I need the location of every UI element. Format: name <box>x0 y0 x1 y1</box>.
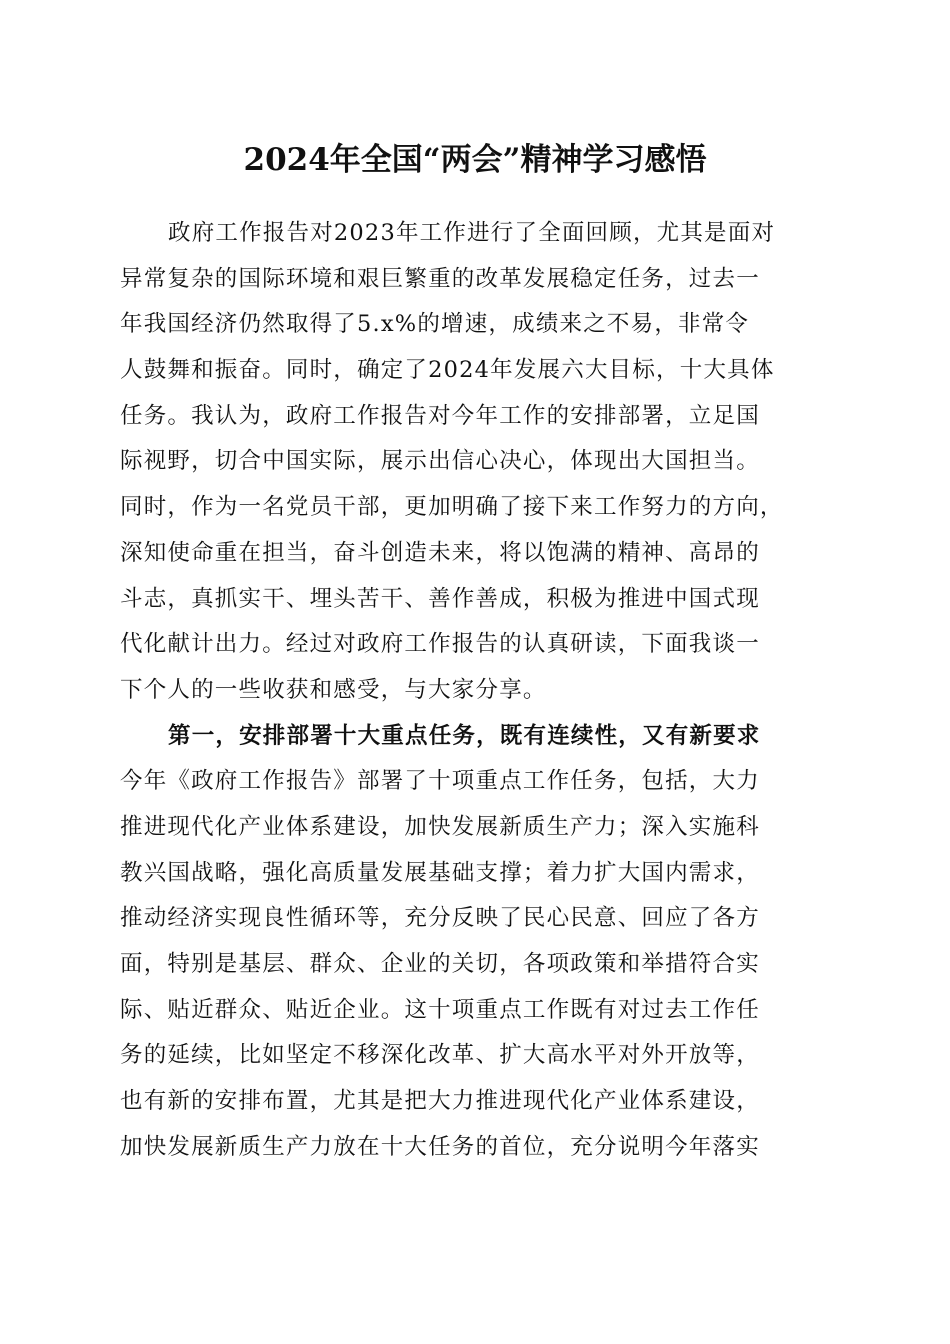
paragraph-line: 政府工作报告对2023年工作进行了全面回顾，尤其是面对 <box>168 220 776 246</box>
document-body <box>120 211 840 1170</box>
paragraph-line: 教兴国战略，强化高质量发展基础支撑；着力扩大国内需求， <box>120 859 760 886</box>
paragraph-line: 加快发展新质生产力放在十大任务的首位，充分说明今年落实 <box>120 1133 760 1160</box>
document-title: 2024年全国“两会”精神学习感悟 <box>243 142 707 178</box>
paragraph-line: 今年《政府工作报告》部署了十项重点工作任务，包括，大力 <box>120 768 760 795</box>
paragraph-line: 年我国经济仍然取得了5.x%的增速，成绩来之不易，非常令 <box>120 311 750 338</box>
paragraph-line: 也有新的安排布置，尤其是把大力推进现代化产业体系建设， <box>120 1088 760 1115</box>
paragraph-line: 任务。我认为，政府工作报告对今年工作的安排部署，立足国 <box>120 402 760 429</box>
paragraph-line: 斗志，真抓实干、埋头苦干、善作善成，积极为推进中国式现 <box>120 585 760 612</box>
paragraph-line: 同时，作为一名党员干部，更加明确了接下来工作努力的方向， <box>120 494 784 521</box>
paragraph-line: 下个人的一些收获和感受，与大家分享。 <box>120 676 547 703</box>
section-heading: 第一，安排部署十大重点任务，既有连续性，又有新要求 <box>168 722 761 749</box>
paragraph-line: 际视野，切合中国实际，展示出信心决心，体现出大国担当。 <box>120 448 760 475</box>
paragraph-line: 务的延续，比如坚定不移深化改革、扩大高水平对外开放等， <box>120 1042 760 1069</box>
paragraph-line: 异常复杂的国际环境和艰巨繁重的改革发展稳定任务，过去一 <box>120 265 760 292</box>
paragraph-line: 深知使命重在担当，奋斗创造未来，将以饱满的精神、高昂的 <box>120 539 760 566</box>
paragraph-line: 推动经济实现良性循环等，充分反映了民心民意、回应了各方 <box>120 905 760 932</box>
paragraph-line: 面，特别是基层、群众、企业的关切，各项政策和举措符合实 <box>120 951 760 977</box>
paragraph-line: 代化献计出力。经过对政府工作报告的认真研读，下面我谈一 <box>120 631 760 658</box>
paragraph-line: 际、贴近群众、贴近企业。这十项重点工作既有对过去工作任 <box>120 996 760 1023</box>
paragraph-line: 推进现代化产业体系建设，加快发展新质生产力；深入实施科 <box>120 813 760 840</box>
paragraph-line: 人鼓舞和振奋。同时，确定了2024年发展六大目标，十大具体 <box>120 357 775 384</box>
